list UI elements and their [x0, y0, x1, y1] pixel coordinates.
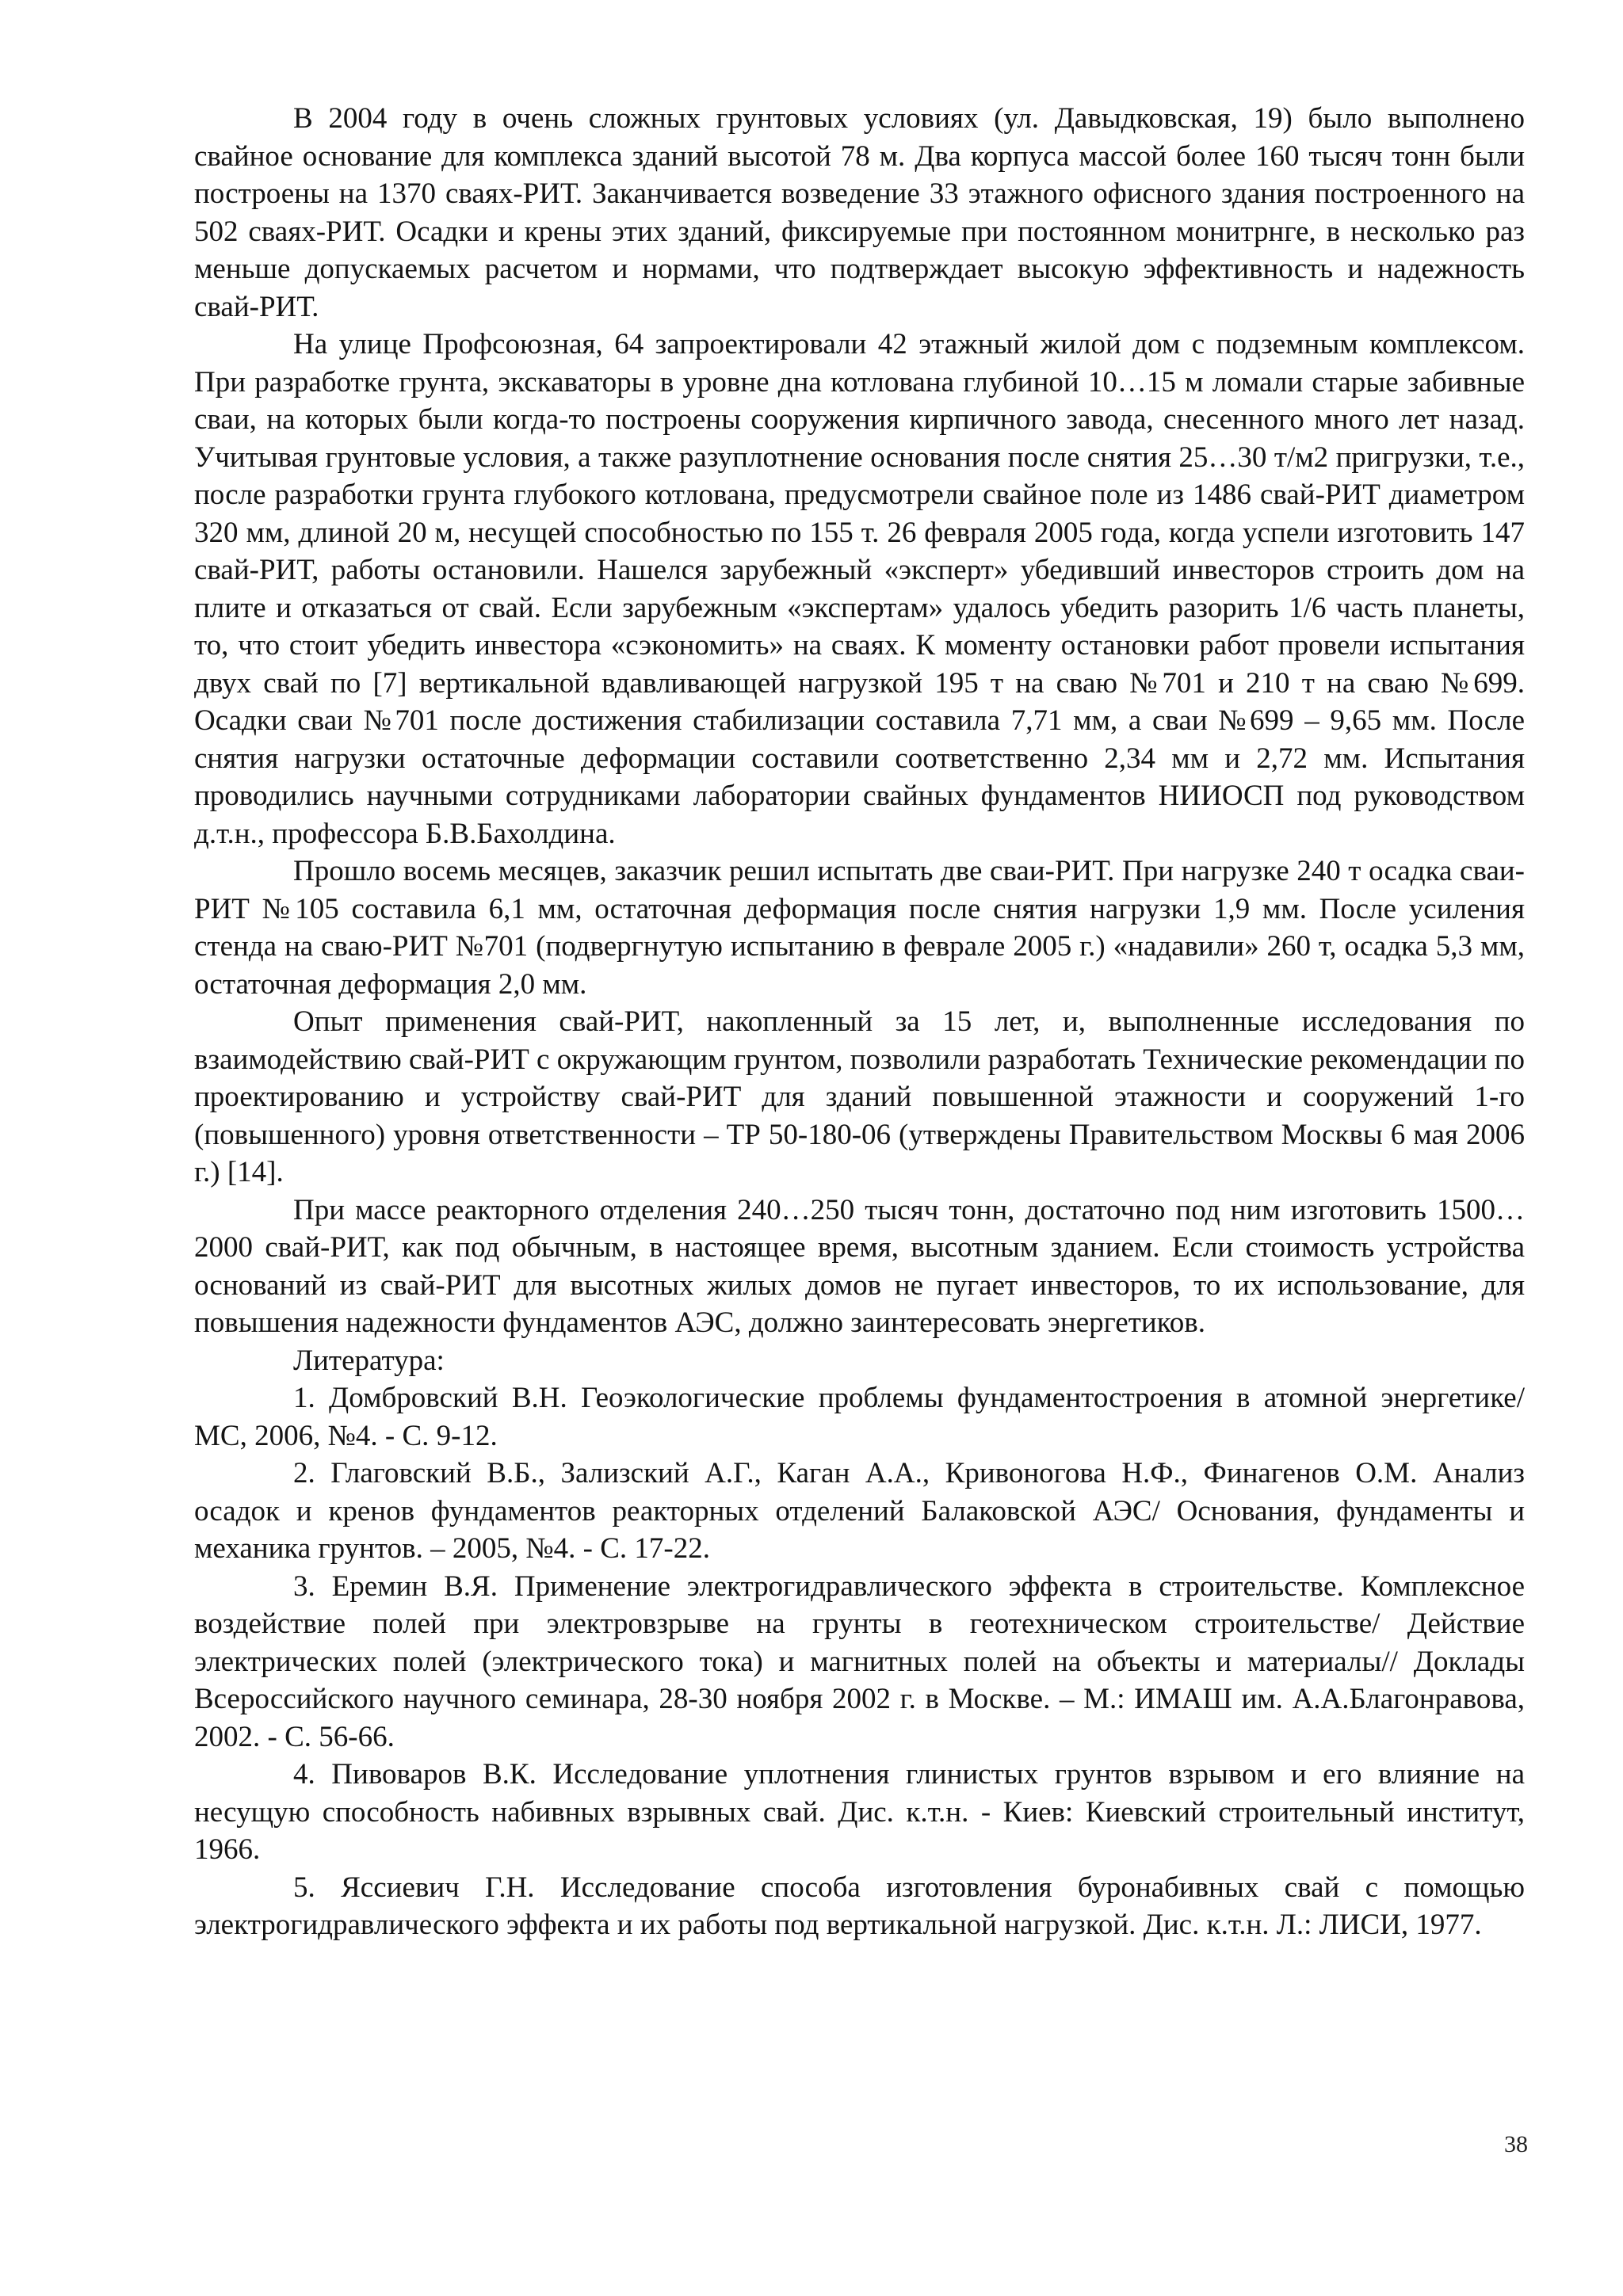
reference-list — [194, 1379, 1525, 1944]
paragraph-reactor-building: При массе реакторного отделения 240…250 тысяч тонн, достаточно под ним изготовить 1500…2000 свай-РИТ, как под обычным, в настоящее время, высотным зданием. Если стоимость устройства оснований из свай-РИТ для высотных жилых домов не пугает инвесторов, то их использование, для повышения надежности фундаментов АЭС, должно заинтересовать энергетиков. — [194, 1193, 1525, 1339]
reference-item: 5. Яссиевич Г.Н. Исследование способа изготовления буронабивных свай с помощью электрогидравлического эффекта и их работы под вертикальной нагрузкой. Дис. к.т.н. Л.: ЛИСИ, 1977. — [194, 1871, 1525, 1941]
paragraph-davydkovskaya: В 2004 году в очень сложных грунтовых условиях (ул. Давыдковская, 19) было выполнено свайное основание для комплекса зданий высотой 78 м. Два корпуса массой более 160 тысяч тонн были построены на 1370 сваях-РИТ. Заканчивается возведение 33 этажного офисного здания построенного на 502 сваях-РИТ. Осадки и крены этих зданий, фиксируемые при постоянном монитрнге, в несколько раз меньше допускаемых расчетом и нормами, что подтверждает высокую эффективность и надежность свай-РИТ. — [194, 102, 1525, 323]
reference-item: 4. Пивоваров В.К. Исследование уплотнения глинистых грунтов взрывом и его влияние на несущую способность набивных взрывных свай. Дис. к.т.н. - Киев: Киевский строительный институт, 1966. — [194, 1758, 1525, 1866]
paragraph-profsoyuznaya: На улице Профсоюзная, 64 запроектировали 42 этажный жилой дом с подземным комплексом. При разработке грунта, экскаваторы в уровне дна котлована глубиной 10…15 м ломали старые забивные сваи, на которых были когда-то построены сооружения кирпичного завода, снесенного много лет назад. Учитывая грунтовые условия, а также разуплотнение основания после снятия 25…30 т/м2 пригрузки, т.е., после разработки грунта глубокого котлована, предусмотрели свайное поле из 1486 свай-РИТ диаметром 320 мм, длиной 20 м, несущей способностью по 155 т. 26 февраля 2005 года, когда успели изготовить 147 свай-РИТ, работы остановили. Нашелся зарубежный «эксперт» убедивший инвесторов строить дом на плите и отказаться от свай. Если зарубежным «экспертам» удалось убедить разорить 1/6 часть планеты, то, что стоит убедить инвестора «сэкономить» на сваях. К моменту остановки работ провели испытания двух свай по [7] вертикальной вдавливающей нагрузкой 195 т на сваю №701 и 210 т на сваю №699. Осадки сваи №701 после достижения стабилизации составила 7,71 мм, а сваи №699 – 9,65 мм. После снятия нагрузки остаточные деформации составили соответственно 2,34 мм и 2,72 мм. Испытания проводились научными сотрудниками лаборатории свайных фундаментов НИИОСП под руководством д.т.н., профессора Б.В.Бахолдина. — [194, 328, 1525, 850]
reference-item: 2. Глаговский В.Б., Зализский А.Г., Каган А.А., Кривоногова Н.Ф., Финагенов О.М. Анализ осадок и кренов фундаментов реакторных отделений Балаковской АЭС/ Основания, фундаменты и механика грунтов. – 2005, №4. - С. 17-22. — [194, 1457, 1525, 1565]
literature-heading: Литература: — [293, 1344, 445, 1377]
document-page — [194, 100, 1525, 1944]
page-number: 38 — [1504, 2131, 1528, 2157]
paragraph-pile-test: Прошло восемь месяцев, заказчик решил испытать две сваи-РИТ. При нагрузке 240 т осадка сваи-РИТ №105 составила 6,1 мм, остаточная деформация после снятия нагрузки 1,9 мм. После усиления стенда на сваю-РИТ №701 (подвергнутую испытанию в феврале 2005 г.) «надавили» 260 т, осадка 5,3 мм, остаточная деформация 2,0 мм. — [194, 855, 1525, 1001]
reference-item: 3. Еремин В.Я. Применение электрогидравлического эффекта в строительстве. Комплексное воздействие полей при электровзрыве на грунты в геотехническом строительстве/ Действие электрических полей (электрического тока) и магнитных полей на объекты и материалы// Доклады Всероссийского научного семинара, 28-30 ноября 2002 г. в Москве. – М.: ИМАШ им. А.А.Благонравова, 2002. - С. 56-66. — [194, 1569, 1525, 1753]
reference-item: 1. Домбровский В.Н. Геоэкологические проблемы фундаментостроения в атомной энергетике/ МС, 2006, №4. - С. 9-12. — [194, 1382, 1525, 1452]
paragraph-technical-recommendations: Опыт применения свай-РИТ, накопленный за 15 лет, и, выполненные исследования по взаимодействию свай-РИТ с окружающим грунтом, позволили разработать Технические рекомендации по проектированию и устройству свай-РИТ для зданий повышенной этажности и сооружений 1-го (повышенного) уровня ответственности – ТР 50-180-06 (утверждены Правительством Москвы 6 мая 2006 г.) [14]. — [194, 1005, 1526, 1188]
